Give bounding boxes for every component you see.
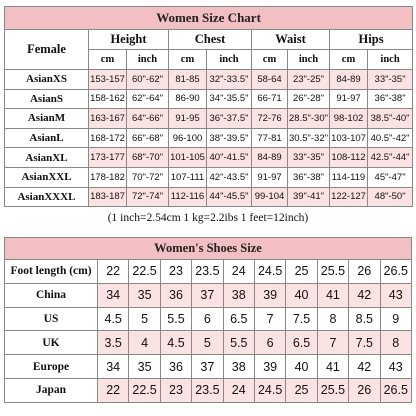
cell: 34"-35.5" <box>207 89 252 109</box>
size-label: AsianXXXL <box>5 187 89 207</box>
cell: 38 <box>223 355 254 379</box>
cell: 5.5 <box>160 307 191 331</box>
conversion-note: (1 inch=2.54cm 1 kg=2.2ibs 1 feet=12inch) <box>107 212 309 224</box>
cell: 44"-45.5" <box>207 187 252 207</box>
cell: 34 <box>98 283 129 307</box>
cell: 24 <box>223 260 254 284</box>
size-label: AsianXXL <box>5 167 89 187</box>
row-label: China <box>5 283 98 307</box>
cell: 68"-70" <box>127 148 169 168</box>
table-row <box>5 260 412 284</box>
cell: 60"-62" <box>127 70 169 90</box>
cell: 173-177 <box>89 148 127 168</box>
cell: 8 <box>317 307 348 331</box>
cell: 178-182 <box>89 167 127 187</box>
cell: 58-64 <box>252 70 288 90</box>
table-row <box>5 128 413 148</box>
size-label: AsianM <box>5 109 89 129</box>
row-label: UK <box>5 331 98 355</box>
cell: 66"-68" <box>127 128 169 148</box>
cell: 40"-41.5" <box>207 148 252 168</box>
cell: 40 <box>286 283 317 307</box>
cell: 7 <box>254 307 285 331</box>
cell: 4 <box>129 331 160 355</box>
cell: 114-119 <box>330 167 368 187</box>
table-row <box>5 109 413 129</box>
unit-inch: inch <box>368 50 413 70</box>
cell: 30.5"-32" <box>288 128 330 148</box>
cell: 163-167 <box>89 109 127 129</box>
cell: 38 <box>223 283 254 307</box>
cell: 91-97 <box>330 89 368 109</box>
cell: 4.5 <box>160 331 191 355</box>
cell: 66-71 <box>252 89 288 109</box>
cell: 26"-28" <box>288 89 330 109</box>
cell: 39 <box>254 355 285 379</box>
cell: 81-85 <box>169 70 207 90</box>
cell: 153-157 <box>89 70 127 90</box>
row-label: Foot length (cm) <box>5 260 98 284</box>
cell: 37 <box>192 355 223 379</box>
cell: 6.5 <box>223 307 254 331</box>
table-row <box>5 331 412 355</box>
cell: 22.5 <box>129 260 160 284</box>
cell: 72"-74" <box>127 187 169 207</box>
table-row <box>5 148 413 168</box>
women-size-chart <box>4 6 412 207</box>
cell: 112-116 <box>169 187 207 207</box>
cell: 39"-41" <box>288 187 330 207</box>
size-chart-title: Women Size Chart <box>5 7 413 30</box>
table-row <box>5 355 412 379</box>
cell: 36"-37.5" <box>207 109 252 129</box>
cell: 38"-39.5" <box>207 128 252 148</box>
cell: 25 <box>286 378 317 402</box>
cell: 96-100 <box>169 128 207 148</box>
cell: 77-81 <box>252 128 288 148</box>
cell: 25.5 <box>317 378 348 402</box>
waist-header: Waist <box>252 30 330 50</box>
cell: 8.5 <box>349 307 380 331</box>
cell: 34 <box>98 355 129 379</box>
cell: 33"-35" <box>368 70 413 90</box>
cell: 23.5 <box>192 378 223 402</box>
shoes-size-table <box>4 237 412 403</box>
cell: 3.5 <box>98 331 129 355</box>
size-label: AsianL <box>5 128 89 148</box>
female-header: Female <box>5 30 89 70</box>
cell: 99-104 <box>252 187 288 207</box>
cell: 42"-43.5" <box>207 167 252 187</box>
cell: 41 <box>317 355 348 379</box>
cell: 26.5 <box>380 260 411 284</box>
cell: 28.5"-30" <box>288 109 330 129</box>
table-row <box>5 167 413 187</box>
shoes-size-chart <box>4 237 412 403</box>
table-row <box>5 283 412 307</box>
cell: 39 <box>254 283 285 307</box>
cell: 43 <box>380 355 411 379</box>
shoes-chart-title: Women's Shoes Size <box>5 238 412 260</box>
cell: 72-76 <box>252 109 288 129</box>
size-chart-table <box>4 6 413 207</box>
unit-inch: inch <box>127 50 169 70</box>
cell: 22.5 <box>129 378 160 402</box>
size-label: AsianXS <box>5 70 89 90</box>
cell: 98-102 <box>330 109 368 129</box>
cell: 35 <box>129 283 160 307</box>
cell: 26 <box>349 260 380 284</box>
unit-cm: cm <box>169 50 207 70</box>
row-label: US <box>5 307 98 331</box>
cell: 91-97 <box>252 167 288 187</box>
unit-inch: inch <box>288 50 330 70</box>
cell: 40 <box>286 355 317 379</box>
cell: 101-105 <box>169 148 207 168</box>
cell: 26.5 <box>380 378 411 402</box>
cell: 36"-38" <box>368 89 413 109</box>
hips-header: Hips <box>330 30 413 50</box>
cell: 5 <box>129 307 160 331</box>
cell: 22 <box>98 260 129 284</box>
cell: 91-95 <box>169 109 207 129</box>
cell: 23 <box>160 378 191 402</box>
cell: 158-162 <box>89 89 127 109</box>
height-header: Height <box>89 30 169 50</box>
unit-cm: cm <box>330 50 368 70</box>
table-row <box>5 187 413 207</box>
cell: 33"-35" <box>288 148 330 168</box>
cell: 24.5 <box>254 378 285 402</box>
cell: 26 <box>349 378 380 402</box>
cell: 103-107 <box>330 128 368 148</box>
cell: 24.5 <box>254 260 285 284</box>
cell: 40.5"-42" <box>368 128 413 148</box>
table-row <box>5 70 413 90</box>
cell: 36 <box>160 355 191 379</box>
cell: 36 <box>160 283 191 307</box>
cell: 23.5 <box>192 260 223 284</box>
cell: 108-112 <box>330 148 368 168</box>
cell: 48"-50" <box>368 187 413 207</box>
cell: 36"-38" <box>288 167 330 187</box>
cell: 6.5 <box>286 331 317 355</box>
row-label: Japan <box>5 378 98 402</box>
cell: 122-127 <box>330 187 368 207</box>
cell: 6 <box>254 331 285 355</box>
cell: 84-89 <box>330 70 368 90</box>
cell: 24 <box>223 378 254 402</box>
cell: 23 <box>160 260 191 284</box>
size-label: AsianS <box>5 89 89 109</box>
cell: 62"-64" <box>127 89 169 109</box>
cell: 23"-25" <box>288 70 330 90</box>
cell: 9 <box>380 307 411 331</box>
table-row <box>5 89 413 109</box>
cell: 42.5"-44" <box>368 148 413 168</box>
size-label: AsianXL <box>5 148 89 168</box>
cell: 42 <box>349 355 380 379</box>
cell: 32"-33.5" <box>207 70 252 90</box>
cell: 35 <box>129 355 160 379</box>
cell: 38.5"-40" <box>368 109 413 129</box>
table-row <box>5 307 412 331</box>
cell: 7.5 <box>286 307 317 331</box>
cell: 41 <box>317 283 348 307</box>
cell: 37 <box>192 283 223 307</box>
chest-header: Chest <box>169 30 252 50</box>
cell: 43 <box>380 283 411 307</box>
cell: 5.5 <box>223 331 254 355</box>
cell: 25.5 <box>317 260 348 284</box>
cell: 5 <box>192 331 223 355</box>
cell: 70"-72" <box>127 167 169 187</box>
cell: 183-187 <box>89 187 127 207</box>
cell: 7.5 <box>349 331 380 355</box>
cell: 168-172 <box>89 128 127 148</box>
cell: 107-111 <box>169 167 207 187</box>
row-label: Europe <box>5 355 98 379</box>
unit-cm: cm <box>252 50 288 70</box>
cell: 7 <box>317 331 348 355</box>
table-row <box>5 378 412 402</box>
cell: 64"-66" <box>127 109 169 129</box>
cell: 22 <box>98 378 129 402</box>
cell: 6 <box>192 307 223 331</box>
cell: 8 <box>380 331 411 355</box>
cell: 84-89 <box>252 148 288 168</box>
unit-cm: cm <box>89 50 127 70</box>
cell: 45"-47" <box>368 167 413 187</box>
unit-inch: inch <box>207 50 252 70</box>
cell: 86-90 <box>169 89 207 109</box>
cell: 25 <box>286 260 317 284</box>
cell: 4.5 <box>98 307 129 331</box>
cell: 42 <box>349 283 380 307</box>
